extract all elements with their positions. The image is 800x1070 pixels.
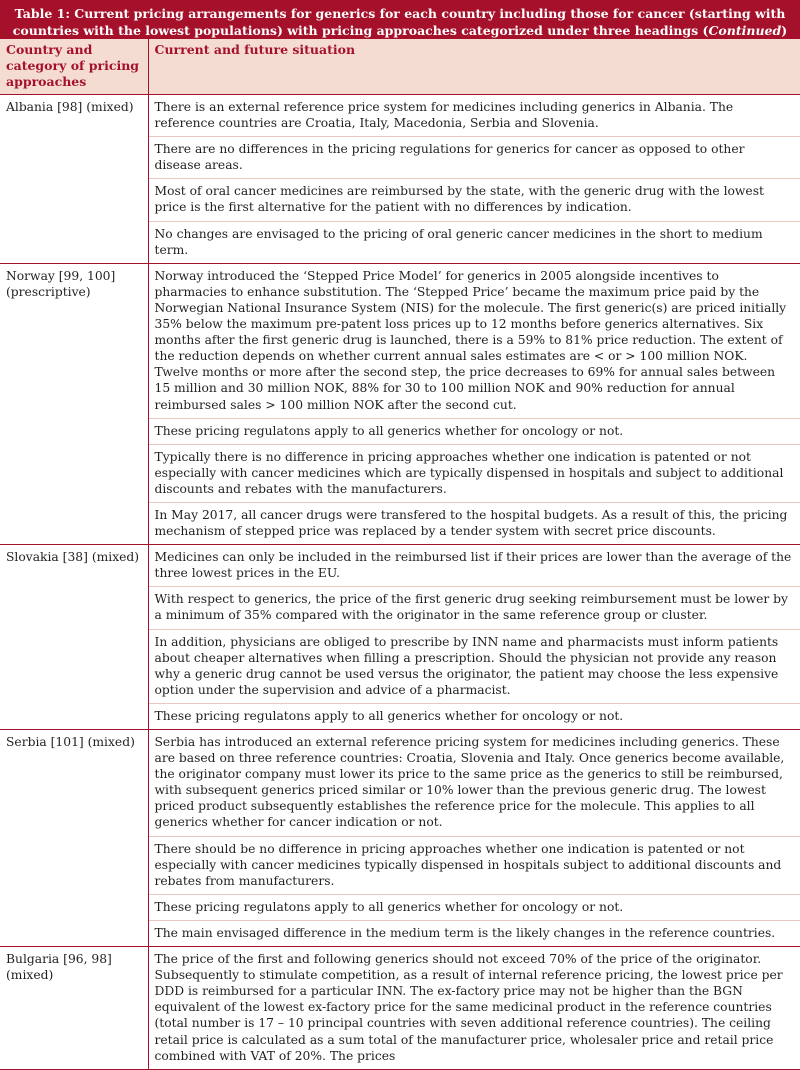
country-cell: Slovakia [38] (mixed) (0, 545, 148, 730)
situation-paragraph: The main envisaged difference in the medium term is the likely changes in the reference countries. (149, 920, 800, 946)
pricing-table (0, 39, 800, 1070)
table-row (0, 947, 800, 1070)
situation-paragraph: There are no differences in the pricing regulations for generics for cancer as opposed to other disease areas. (149, 136, 800, 178)
situation-paragraph: With respect to generics, the price of the first generic drug seeking reimbursement must be lower by a minimum of 35% compared with the originator in the same reference group or cluster. (149, 586, 800, 628)
country-cell: Bulgaria [96, 98] (mixed) (0, 947, 148, 1070)
situation-paragraph: Norway introduced the ‘Stepped Price Model’ for generics in 2005 alongside incentives to pharmacies to enhance substitution. The ‘Stepped Price’ became the maximum price paid by the Norwegian National Insurance System (NIS) for the molecule. The first generic(s) are priced initially 35% below the maximum pre-patent loss prices up to 12 months before generics alternatives. Six months after the first generic drug is launched, there is a 59% to 81% price reduction. The extent of the reduction depends on whether current annual sales estimates are < or > 100 million NOK. Twelve months or more after the second step, the price decreases to 69% for annual sales between 15 million and 30 million NOK, 88% for 30 to 100 million NOK and 90% reduction for annual reimbursed sales > 100 million NOK after the second cut. (149, 264, 800, 418)
situation-paragraph: These pricing regulatons apply to all generics whether for oncology or not. (149, 894, 800, 920)
situation-paragraph: Medicines can only be included in the reimbursed list if their prices are lower than the average of the three lowest prices in the EU. (149, 545, 800, 586)
situation-paragraph: No changes are envisaged to the pricing of oral generic cancer medicines in the short to medium term. (149, 221, 800, 263)
table-caption (0, 0, 800, 39)
country-cell: Norway [99, 100] (prescriptive) (0, 263, 148, 544)
header-row (0, 39, 800, 95)
situation-paragraph: Most of oral cancer medicines are reimbursed by the state, with the generic drug with the lowest price is the first alternative for the patient with no differences by indication. (149, 178, 800, 220)
table-body (0, 95, 800, 1070)
situation-paragraph: Serbia has introduced an external reference pricing system for medicines including generics. These are based on three reference countries: Croatia, Slovenia and Italy. Once generics become available, the originator company must lower its price to the same price as the generics to still be reimbursed, with subsequent generics priced similar or 10% lower than the previous generic drug. The lowest priced product subsequently establishes the reference price for the molecule. This applies to all generics whether for cancer indication or not. (149, 730, 800, 836)
situation-paragraph: In addition, physicians are obliged to prescribe by INN name and pharmacists must inform patients about cheaper alternatives when filling a prescription. Should the physician not provide any reason why a generic drug cannot be used versus the originator, the patient may choose the less expensive option under the supervision and advice of a pharmacist. (149, 629, 800, 703)
situation-paragraph: In May 2017, all cancer drugs were transfered to the hospital budgets. As a result of this, the pricing mechanism of stepped price was replaced by a tender system with secret price discounts. (149, 502, 800, 544)
situation-paragraph: There is an external reference price system for medicines including generics in Albania. The reference countries are Croatia, Italy, Macedonia, Serbia and Slovenia. (149, 95, 800, 136)
caption-text: Table 1: Current pricing arrangements for generics for each country including those for cancer (starting with countries with the lowest populations) with pricing approaches categorized under three headings ( (13, 6, 786, 38)
situation-paragraph: These pricing regulatons apply to all generics whether for oncology or not. (149, 418, 800, 444)
caption-end: ) (781, 23, 787, 38)
situation-paragraph: These pricing regulatons apply to all generics whether for oncology or not. (149, 703, 800, 729)
situation-paragraph: The price of the first and following generics should not exceed 70% of the price of the originator. Subsequently to stimulate competition, as a result of internal reference pricing, the lowest price per DDD is reimbursed for a particular INN. The ex-factory price may not be higher than the BGN equivalent of the lowest ex-factory price for the same medicinal product in the reference countries (total number is 17 – 10 principal countries with seven additional reference countries). The ceiling retail price is calculated as a sum total of the manufacturer price, wholesaler price and retail price combined with VAT of 20%. The prices (149, 947, 800, 1069)
table-row (0, 730, 800, 947)
situation-cell (148, 730, 800, 947)
situation-cell (148, 545, 800, 730)
table-row (0, 263, 800, 544)
country-cell: Albania [98] (mixed) (0, 95, 148, 264)
table-row (0, 545, 800, 730)
table-row (0, 95, 800, 264)
header-country: Country and category of pricing approaches (0, 39, 148, 95)
situation-cell (148, 95, 800, 264)
situation-cell (148, 263, 800, 544)
situation-cell (148, 947, 800, 1070)
situation-paragraph: Typically there is no difference in pricing approaches whether one indication is patented or not especially with cancer medicines which are typically dispensed in hospitals and subject to additional discounts and rebates with the manufacturers. (149, 444, 800, 502)
header-situation: Current and future situation (148, 39, 800, 95)
situation-paragraph: There should be no difference in pricing approaches whether one indication is patented or not especially with cancer medicines typically dispensed in hospitals subject to additional discounts and rebates from manufacturers. (149, 836, 800, 894)
caption-continued: Continued (708, 23, 781, 38)
country-cell: Serbia [101] (mixed) (0, 730, 148, 947)
